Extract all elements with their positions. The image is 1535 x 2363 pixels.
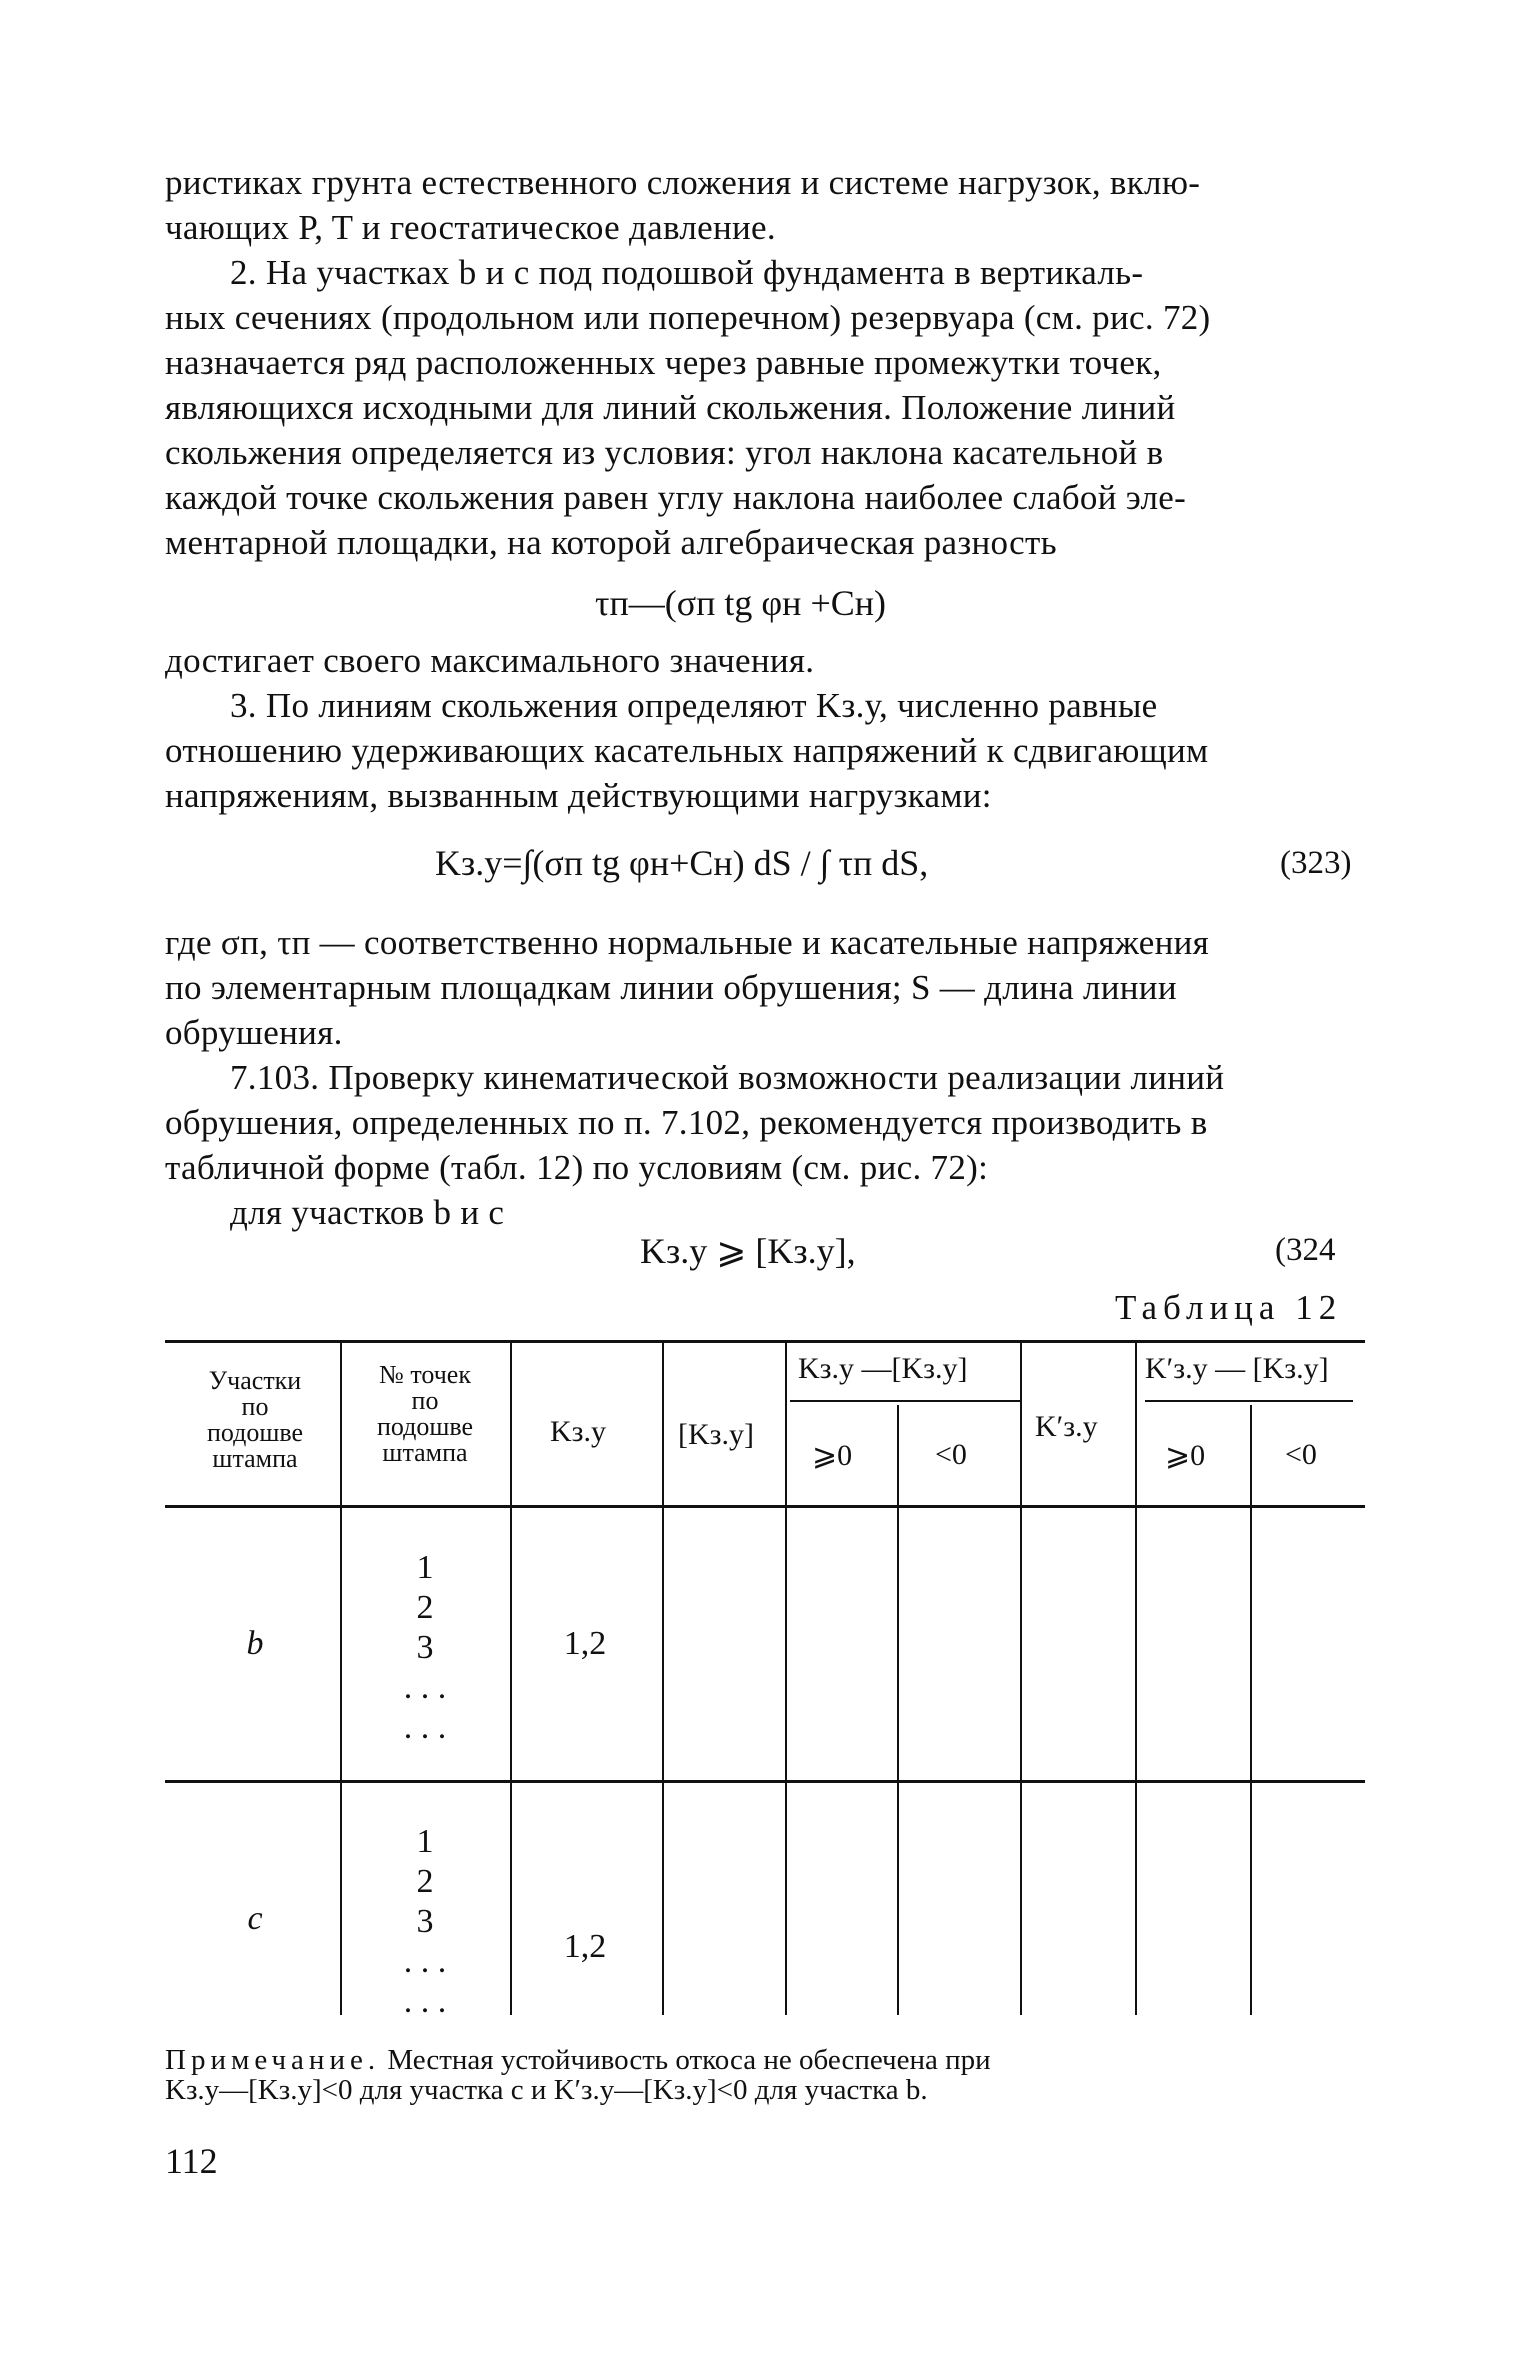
table-rule-header: [165, 1505, 1365, 1508]
header-line: штампа: [382, 1438, 468, 1467]
table-col-line: [897, 1405, 899, 2015]
paragraph-line: для участков b и c: [230, 1193, 505, 1232]
note-line: [165, 2045, 1365, 2075]
header-lt-zero: <0: [1285, 1438, 1317, 1471]
formula-shear-difference: τп—(σп tg φн +Сн): [595, 583, 887, 623]
table-col-line: [785, 1340, 787, 2015]
point-item: 1: [416, 1549, 434, 1586]
header-k-prime: K′з.у: [1035, 1410, 1098, 1443]
header-sections: [175, 1368, 335, 1472]
header-points: [345, 1362, 505, 1466]
point-item: . . .: [403, 1983, 447, 2020]
paragraph-3: [165, 638, 1365, 683]
formula-324: Kз.у ⩾ [Kз.у],: [640, 1231, 856, 1271]
paragraph-4: [165, 683, 1365, 818]
header-k: Kз.у: [550, 1415, 607, 1448]
table-col-line: [1135, 1340, 1137, 2015]
point-item: . . .: [403, 1669, 447, 1706]
table-col-line: [1020, 1340, 1022, 2015]
header-line: по: [241, 1392, 269, 1421]
header-line: № точек: [379, 1360, 471, 1389]
table-col-line: [662, 1340, 664, 2015]
table-rule-row: [165, 1780, 1365, 1783]
header-line: штампа: [212, 1444, 298, 1473]
table-col-line: [340, 1340, 342, 2015]
point-item: 1: [416, 1823, 434, 1860]
section-label: [235, 1625, 275, 1663]
paragraph-line: обрушения.: [165, 1013, 343, 1052]
paragraph-line: ристиках грунта естественного сложения и системе нагрузок, вклю-: [165, 163, 1201, 202]
section-label: [235, 1900, 275, 1938]
header-line: подошве: [206, 1418, 304, 1447]
point-item: 3: [416, 1903, 434, 1940]
table-col-line: [1250, 1405, 1252, 2015]
paragraph-line: являющихся исходными для линий скольжения. Положение линий: [165, 388, 1176, 427]
header-line: Участки: [208, 1366, 302, 1395]
paragraph-line: 7.103. Проверку кинематической возможности реализации линий: [230, 1058, 1225, 1097]
header-ge-zero: ⩾0: [812, 1439, 853, 1472]
paragraph-line: 3. По линиям скольжения определяют Kз.у, численно равные: [230, 686, 1158, 725]
paragraph-line: отношению удерживающих касательных напряжений к сдвигающим: [165, 731, 1209, 770]
paragraph-line: назначается ряд расположенных через равные промежутки точек,: [165, 343, 1162, 382]
point-item: . . .: [403, 1943, 447, 1980]
section-label-text: b: [246, 1625, 264, 1662]
table-subrule-2: [1145, 1400, 1353, 1402]
paragraph-line: ных сечениях (продольном или поперечном) резервуара (см. рис. 72): [165, 298, 1211, 337]
formula-323: Kз.у=∫(σп tg φн+Cн) dS / ∫ τп dS,: [435, 843, 929, 883]
note-label: Примечание.: [165, 2044, 381, 2076]
paragraph-line: по элементарным площадкам линии обрушения; S — длина линии: [165, 968, 1177, 1007]
header-lt-zero: <0: [935, 1438, 967, 1471]
point-list: [375, 1822, 475, 2022]
equation-number-324: (324: [1275, 1232, 1336, 1268]
note-line-2: Kз.у—[Kз.у]<0 для участка c и K′з.у—[Kз.у]<0 для участка b.: [165, 2074, 928, 2106]
paragraph-line: чающих P, T и геостатическое давление.: [165, 208, 776, 247]
table-subrule-1: [790, 1400, 1020, 1402]
table-caption: Таблица 12: [1115, 1288, 1343, 1327]
k-value: 1,2: [563, 1928, 607, 1965]
paragraph-line: где σп, τп — соответственно нормальные и касательные напряжения: [165, 923, 1210, 962]
table-rule-top: [165, 1340, 1365, 1343]
paragraph-line: ментарной площадки, на которой алгебраическая разность: [165, 523, 1057, 562]
point-list: [375, 1548, 475, 1748]
note-text: Местная устойчивость откоса не обеспечена при: [387, 2044, 991, 2076]
k-value: 1,2: [563, 1625, 607, 1662]
header-line: подошве: [376, 1412, 474, 1441]
table-col-line: [510, 1340, 512, 2015]
paragraph-line: обрушения, определенных по п. 7.102, рекомендуется производить в: [165, 1103, 1208, 1142]
header-k-limit: [Kз.у]: [678, 1418, 754, 1451]
section-label-text: c: [247, 1900, 263, 1937]
paragraph-2: [165, 250, 1365, 565]
header-k-difference: Kз.у —[Kз.у]: [798, 1352, 968, 1385]
header-k-prime-difference: K′з.у — [Kз.у]: [1145, 1352, 1329, 1385]
point-item: 2: [416, 1863, 434, 1900]
equation-number-323: (323): [1280, 845, 1352, 881]
header-line: по: [411, 1386, 439, 1415]
paragraph-6: [165, 1055, 1365, 1235]
point-item: 3: [416, 1629, 434, 1666]
table-note: [165, 2045, 1365, 2105]
page-number: 112: [165, 2141, 218, 2181]
paragraph-line: табличной форме (табл. 12) по условиям (см. рис. 72):: [165, 1148, 989, 1187]
paragraph-line: каждой точке скольжения равен углу наклона наиболее слабой эле-: [165, 478, 1187, 517]
header-ge-zero: ⩾0: [1165, 1439, 1206, 1472]
paragraph-1: [165, 160, 1365, 250]
paragraph-line: достигает своего максимального значения.: [165, 641, 815, 680]
point-item: . . .: [403, 1709, 447, 1746]
paragraph-line: 2. На участках b и c под подошвой фундамента в вертикаль-: [230, 253, 1144, 292]
paragraph-line: напряжениям, вызванным действующими нагрузками:: [165, 776, 992, 815]
paragraph-line: скольжения определяется из условия: угол наклона касательной в: [165, 433, 1164, 472]
paragraph-5: [165, 920, 1365, 1055]
point-item: 2: [416, 1589, 434, 1626]
